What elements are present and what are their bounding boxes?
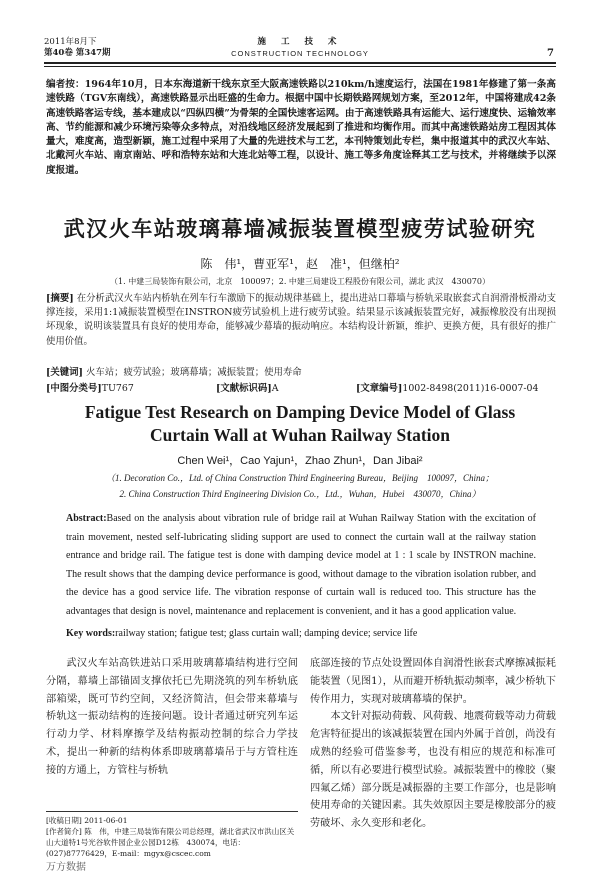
volume-issue: 第40卷 第347期 <box>44 48 111 58</box>
footnote <box>46 815 298 859</box>
doc-code-label: [文献标识码] <box>216 383 272 394</box>
document-code <box>216 380 356 394</box>
affiliation-en-line1: （1. Decoration Co.，Ltd. of China Construction Third Engineering Bureau，Beijing 100097，China； <box>105 473 495 483</box>
clc-value: TU767 <box>101 383 134 394</box>
affiliation-cn: （1. 中建三局装饰有限公司，北京 100097；2. 中建三局建设工程股份有限公司，湖北 武汉 430070） <box>110 277 490 286</box>
article-metadata <box>46 380 556 394</box>
authors-cn: 陈 伟¹，曹亚军¹，赵 准¹，但继柏² <box>200 257 400 271</box>
header-rule <box>44 62 556 64</box>
page-number: 7 <box>547 48 554 59</box>
editor-note-label: 编者按 <box>46 79 75 90</box>
article-no-label: [文章编号] <box>356 383 403 394</box>
issue-date: 2011年8月下 <box>44 37 97 47</box>
body-paragraph: 底部连接的节点处设置固体自润滑性嵌套式摩擦减振耗能装置（见图1），从而避开桥轨振动频率，减少桥轨下传作用力，实现对玻璃幕墙的保护。 <box>310 658 556 705</box>
keywords-cn <box>46 364 556 378</box>
article-title-en <box>0 401 600 447</box>
footnote-rule <box>46 811 298 812</box>
editor-note-text: ：1964年10月，日本东海道新干线东京至大阪高速铁路以210km/h速度运行，法国在1981年修建了第一条高速铁路（TGV东南线），高速铁路显示出旺盛的生命力。根据中国中长期铁路网规划方案，至2012年，中国将建成42条高速铁路客运专线，基本建成以“四纵四横”为骨架的全国快速客运网。由于高速铁路具有运能大、运行速度快、运输效率高、节约能源和减少环境污染等众多特点，对沿线地区经济发展起到了推进和均衡作用。而其中高速铁路站房工程因其体量大，难度高，造型新颖，施工过程中采用了大量的先进技术与工艺，本刊特策划此专栏，集中报道其中的武汉火车站、北戴河火车站、南京南站、呼和浩特东站和大连北站等工程，以设计、施工等多角度诠释其工艺与技术，并将继续予以深度报道。 <box>46 79 557 176</box>
running-header-journal <box>0 37 600 59</box>
affiliation-en-line2: 2. China Construction Third Engineering Division Co.，Ltd.，Wuhan，Hubei 430070，China） <box>119 489 481 499</box>
body-paragraph: 本文针对振动荷载、风荷载、地震荷载等动力荷载危害特征提出的该减振装置在国内外属于首创，尚没有成熟的经验可借鉴参考，也没有相应的规范和标准可循，所以有必要进行模型试验。减振装置中的橡胶（聚四氟乙烯）部分既是减振器的主要工作部分，也是影响使用寿命的关键因素。其失效原因主要是橡胶部分的疲劳破坏、永久变形和老化。 <box>310 711 556 830</box>
received-date: [收稿日期] 2011-06-01 <box>46 816 128 825</box>
body-column-right <box>310 655 556 833</box>
abstract-en-label: Abstract: <box>66 513 107 524</box>
clc-label: [中图分类号] <box>46 383 102 394</box>
keywords-en-label: Key words: <box>66 628 116 639</box>
body-column-left: 武汉火车站高铁进站口采用玻璃幕墙结构进行空间分隔，幕墙上部锚固支撑依托已先期浇筑的列车桥轨底部箱梁，既可节约空间，又经济简洁，但会带来幕墙与桥轨这一振动结构的连接问题。设计者通过研究列车运行动力学、材料摩擦学及结构振动控制的综合力学技术，提出一种新的结构体系即玻璃幕墙吊于与方管柱连接的方通上，方管柱与桥轨 <box>46 658 298 776</box>
article-no-value: 1002-8498(2011)16-0007-04 <box>402 383 539 394</box>
doc-code-value: A <box>271 383 279 394</box>
keywords-cn-label: [关键词] <box>46 367 83 378</box>
clc-number <box>46 380 216 394</box>
journal-name-en: CONSTRUCTION TECHNOLOGY <box>231 49 369 58</box>
title-en-line2: Curtain Wall at Wuhan Railway Station <box>149 425 450 445</box>
editor-note <box>46 78 556 178</box>
abstract-cn-label: [摘要] <box>46 293 74 304</box>
title-en-line1: Fatigue Test Research on Damping Device Model of Glass <box>84 402 516 422</box>
author-info: [作者简介] 陈 伟，中建三局装饰有限公司总经理，湖北省武汉市洪山区关山大道特1号光谷软件园企业公园D12栋 430074，电话：(027)87776429，E-mail：mgyx@cscec.com <box>46 827 295 858</box>
abstract-cn <box>46 292 556 349</box>
article-number <box>356 380 539 394</box>
authors-en: Chen Wei¹，Cao Yajun¹，Zhao Zhun¹，Dan Jibai² <box>177 455 423 467</box>
journal-name-cn: 施 工 技 术 <box>257 37 343 47</box>
header-rule-thin <box>44 66 556 67</box>
abstract-en-text: Based on the analysis about vibration rule of bridge rail at Wuhan Railway Station with the excitation of train movement, nested self-lubricating sliding support are used to connect the curtain wall at the railway station entrance and bridge rail. The fatigue test is done with damping device model at 1 : 1 scale by INSTRON machine. The result shows that the damping device performance is good, without damage to the vibration isolation rubber, and the device has a good service life. The vibration response of curtain wall is reduced too. This structure has the advantages that design is novel, maintenance and replacement is convenient, and it has a good application value. <box>66 513 536 617</box>
abstract-en <box>66 510 536 622</box>
keywords-en <box>66 628 536 639</box>
article-title-cn: 武汉火车站玻璃幕墙减振装置模型疲劳试验研究 <box>63 217 537 241</box>
keywords-en-text: railway station; fatigue test; glass curtain wall; damping device; service life <box>115 628 418 639</box>
abstract-cn-text: 在分析武汉火车站内桥轨在列车行车激励下的振动规律基础上，提出进站口幕墙与桥轨采取嵌套式自润滑滑板滑动支撑连接，采用1:1减振装置模型在INSTRON疲劳试验机上进行疲劳试验。结果显示该减振装置完好，减振橡胶没有出现损坏现象，说明该装置具有良好的使用寿命，能够减少幕墙的振动响应。本结构设计新颖，维护、更换方便，具有很好的推广使用价值。 <box>46 293 556 347</box>
watermark: 万方数据 <box>46 862 86 873</box>
keywords-cn-text: 火车站；疲劳试验；玻璃幕墙；减振装置；使用寿命 <box>83 367 302 378</box>
affiliation-en <box>0 470 600 502</box>
